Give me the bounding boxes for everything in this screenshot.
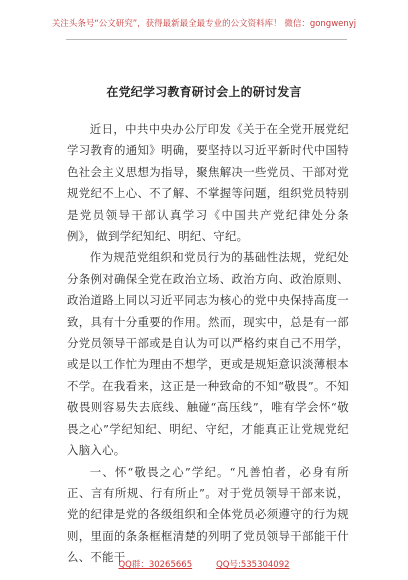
- paragraph: 一、怀“敬畏之心”学纪。“凡善怕者，必身有所正、言有所规、行有所止”。对于党员领导干部来说，党的纪律是党的各级组织和全体党员必须遵守的行为规则，里面的条条框框清楚的列明了党员领导干部能干什么、不能干: [67, 464, 349, 565]
- footer-qq-group: QQ群：30265665: [118, 560, 193, 570]
- header-banner: 关注头条号“公文研究”，获得最新最全最专业的公文资料库！ 微信：gongwenyj: [51, 19, 357, 29]
- header-divider: [66, 39, 347, 40]
- paragraph: 近日，中共中央办公厅印发《关于在全党开展党纪学习教育的通知》明确，要坚持以习近平新时代中国特色社会主义思想为指导，聚焦解决一些党员、干部对党规党纪不上心、不了解、不掌握等问题，组织党员特别是党员领导干部认真学习《中国共产党纪律处分条例》，做到学纪知纪、明纪、守纪。: [67, 122, 349, 244]
- paragraph: 作为规范党组织和党员行为的基础性法规，党纪处分条例对确保全党在政治立场、政治方向、政治原则、政治道路上同以习近平同志为核心的党中央保持高度一致，具有十分重要的作用。然而，现实中，总是有一部分党员领导干部或是自认为可以严格约束自己不用学，或是以工作忙为理由不想学，更或是规矩意识淡薄根本不学。在我看来，这正是一种致命的不知“敬畏”。不知敬畏则容易失去底线、触碰“高压线”，唯有学会怀“敬畏之心”学纪知纪、明纪、守纪，才能真正让党规党纪入脑入心。: [67, 250, 349, 458]
- footer-qq-number: QQ号:535304092: [216, 560, 290, 570]
- footer-contact: [0, 559, 408, 571]
- document-title: 在党纪学习教育研讨会上的研讨发言: [106, 85, 302, 99]
- document-body: [67, 119, 349, 569]
